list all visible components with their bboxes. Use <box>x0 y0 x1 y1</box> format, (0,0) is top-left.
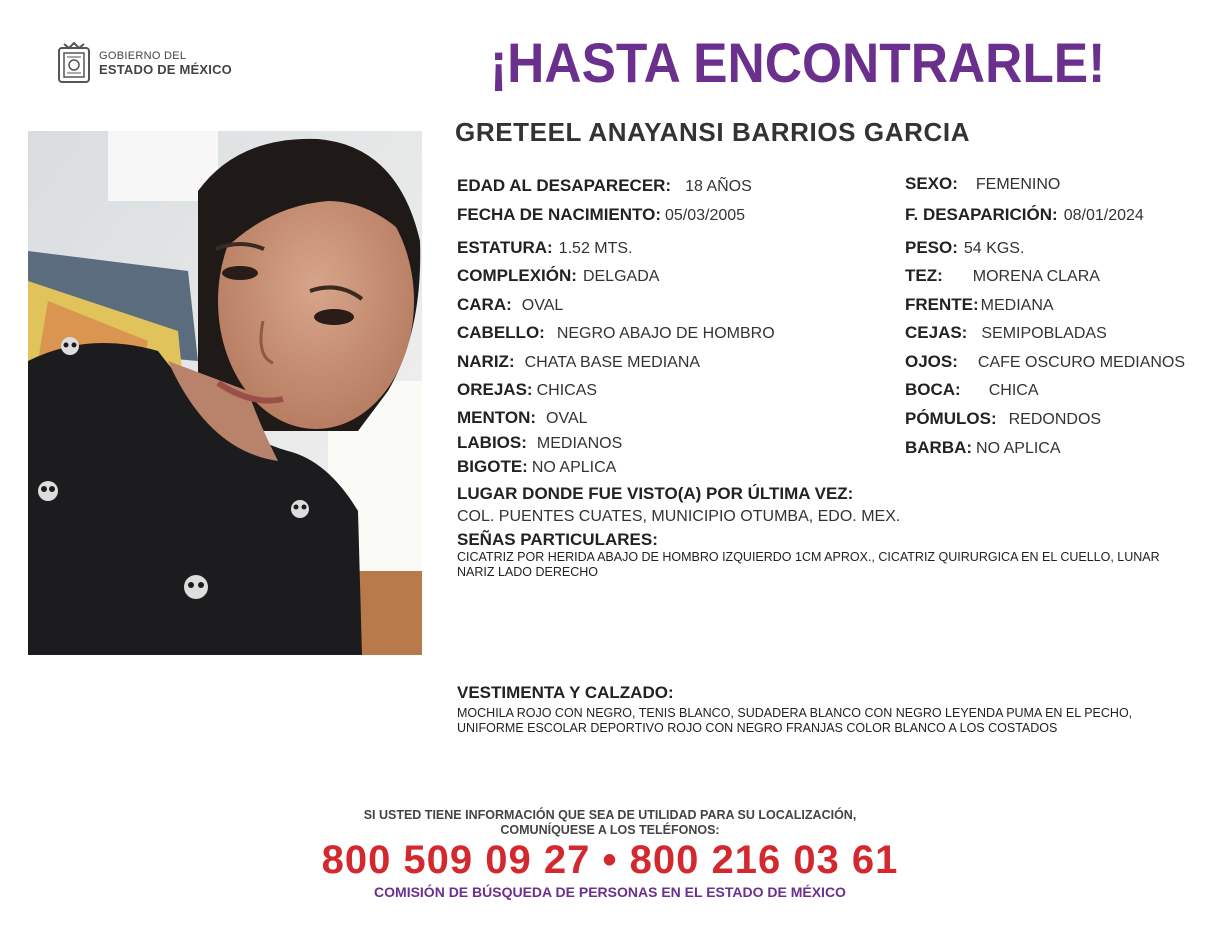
clothing-line1: MOCHILA ROJO CON NEGRO, TENIS BLANCO, SUDADERA BLANCO CON NEGRO LEYENDA PUMA EN EL PECHO, <box>457 706 1133 720</box>
field-label: CARA: <box>457 295 512 314</box>
field-complexion <box>457 266 659 286</box>
field-label: PÓMULOS: <box>905 409 997 428</box>
person-name: GRETEEL ANAYANSI BARRIOS GARCIA <box>455 117 971 147</box>
field-edad <box>457 176 752 196</box>
field-nariz <box>457 352 700 372</box>
field-barba <box>905 438 1061 458</box>
field-label: FRENTE: <box>905 295 979 314</box>
field-fecha-nacimiento <box>457 205 745 225</box>
field-label: F. DESAPARICIÓN: <box>905 205 1058 224</box>
field-value: REDONDOS <box>1008 411 1102 428</box>
clothing-text <box>457 706 1197 736</box>
field-label: SEXO: <box>905 174 958 193</box>
marks-text <box>457 550 1197 580</box>
clothing-line2: UNIFORME ESCOLAR DEPORTIVO ROJO CON NEGRO FRANJAS COLOR BLANCO A LOS COSTADOS <box>457 721 1058 735</box>
headline: ¡HASTA ENCONTRARLE! <box>490 31 1106 94</box>
logo-line1: GOBIERNO DEL <box>99 50 187 62</box>
person-photo <box>28 131 422 655</box>
field-value: OVAL <box>546 410 588 427</box>
field-cara <box>457 295 563 315</box>
field-value: MORENA CLARA <box>972 268 1100 285</box>
field-label: OREJAS: <box>457 380 533 399</box>
field-label: PESO: <box>905 238 958 257</box>
field-value: 05/03/2005 <box>665 207 746 224</box>
footer-info <box>300 808 920 838</box>
field-boca <box>905 380 1039 400</box>
field-menton <box>457 408 588 428</box>
government-logo <box>57 42 232 84</box>
field-label: LABIOS: <box>457 433 527 452</box>
field-value: MEDIANOS <box>536 435 623 452</box>
field-value: CHICAS <box>536 382 598 399</box>
commission-name: COMISIÓN DE BÚSQUEDA DE PERSONAS EN EL ESTADO DE MÉXICO <box>374 884 846 900</box>
field-f-desaparicion <box>905 205 1144 225</box>
marks-line2: NARIZ LADO DERECHO <box>457 565 598 579</box>
coat-of-arms-icon <box>57 42 91 84</box>
field-frente <box>905 295 1054 315</box>
field-value: 18 AÑOS <box>685 178 752 195</box>
phone-numbers[interactable]: 800 509 09 27 • 800 216 03 61 <box>321 838 899 882</box>
field-label: BOCA: <box>905 380 961 399</box>
field-value: CHATA BASE MEDIANA <box>524 354 701 371</box>
field-value: 54 KGS. <box>963 240 1025 257</box>
clothing-title: VESTIMENTA Y CALZADO: <box>457 683 674 702</box>
field-value: 1.52 MTS. <box>558 240 633 257</box>
field-value: SEMIPOBLADAS <box>981 325 1107 342</box>
footer-info-line2: COMUNÍQUESE A LOS TELÉFONOS: <box>500 823 720 837</box>
field-value: DELGADA <box>582 268 660 285</box>
field-label: BIGOTE: <box>457 457 528 476</box>
field-bigote <box>457 457 616 477</box>
field-orejas <box>457 380 597 400</box>
field-label: COMPLEXIÓN: <box>457 266 577 285</box>
field-value: CAFE OSCURO MEDIANOS <box>977 354 1186 371</box>
field-label: TEZ: <box>905 266 943 285</box>
field-label: ESTATURA: <box>457 238 553 257</box>
field-value: MEDIANA <box>980 297 1054 314</box>
field-value: NO APLICA <box>531 459 617 476</box>
last-seen-title: LUGAR DONDE FUE VISTO(A) POR ÚLTIMA VEZ: <box>457 484 854 503</box>
field-value: NEGRO ABAJO DE HOMBRO <box>556 325 775 342</box>
marks-line1: CICATRIZ POR HERIDA ABAJO DE HOMBRO IZQUIERDO 1CM APROX., CICATRIZ QUIRURGICA EN EL CUELLO, LUNAR <box>457 550 1160 564</box>
field-value: OVAL <box>521 297 564 314</box>
field-label: EDAD AL DESAPARECER: <box>457 176 672 195</box>
field-peso <box>905 238 1024 258</box>
field-tez <box>905 266 1100 286</box>
field-pomulos <box>905 409 1101 429</box>
field-estatura <box>457 238 633 258</box>
field-label: CEJAS: <box>905 323 968 342</box>
field-sexo <box>905 174 1060 194</box>
field-value: NO APLICA <box>976 440 1061 457</box>
field-label: BARBA: <box>905 438 973 457</box>
field-cejas <box>905 323 1107 343</box>
field-label: OJOS: <box>905 352 958 371</box>
field-label: NARIZ: <box>457 352 515 371</box>
logo-line2: ESTADO DE MÉXICO <box>99 62 232 77</box>
field-value: CHICA <box>988 382 1039 399</box>
field-label: CABELLO: <box>457 323 545 342</box>
field-value: 08/01/2024 <box>1063 207 1144 224</box>
field-ojos <box>905 352 1185 372</box>
last-seen-value: COL. PUENTES CUATES, MUNICIPIO OTUMBA, EDO. MEX. <box>457 508 901 525</box>
field-label: MENTON: <box>457 408 537 427</box>
field-labios <box>457 433 622 453</box>
marks-title: SEÑAS PARTICULARES: <box>457 530 658 549</box>
footer-info-line1: SI USTED TIENE INFORMACIÓN QUE SEA DE UTILIDAD PARA SU LOCALIZACIÓN, <box>363 808 857 822</box>
field-label: FECHA DE NACIMIENTO: <box>457 205 661 224</box>
field-value: FEMENINO <box>975 176 1061 193</box>
field-cabello <box>457 323 775 343</box>
